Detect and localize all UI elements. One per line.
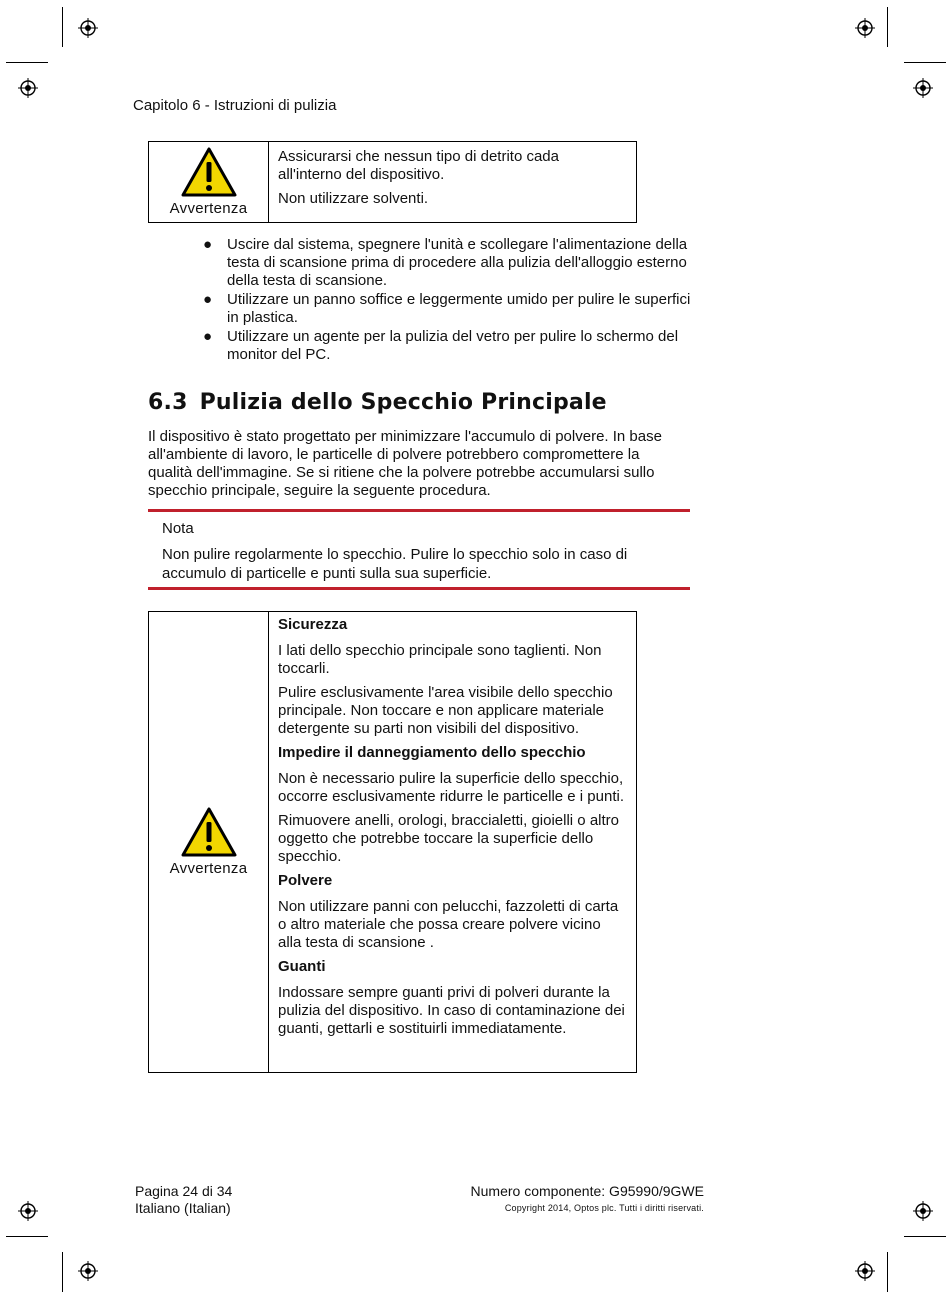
registration-mark-icon (78, 18, 98, 38)
warning-label: Avvertenza (169, 200, 248, 217)
warning-subheading: Impedire il danneggiamento dello specchio (278, 744, 586, 761)
list-item: ● Uscire dal sistema, spegnere l'unità e scollegare l'alimentazione della testa di scansione prima di procedere alla pulizia dell'alloggio esterno della testa di scansione. (203, 236, 688, 289)
copyright-notice: Copyright 2014, Optos plc. Tutti i diritti riservati. (504, 1203, 704, 1213)
page-number: Pagina 24 di 34 (135, 1183, 233, 1199)
warning-triangle-icon (180, 806, 238, 858)
warning-box-detriti (148, 141, 637, 223)
section-number: 6.3 (148, 390, 188, 415)
section-intro-paragraph: Il dispositivo è stato progettato per minimizzare l'accumulo di polvere. In base all'ambiente di lavoro, le particelle di polvere potrebbero compromettere la qualità dell'immagine. Se si ritiene che la polvere potrebbe accumularsi sullo specchio principale, seguire la seguente procedura. (148, 428, 662, 499)
registration-mark-icon (855, 18, 875, 38)
warning-box-specchio (148, 611, 637, 1073)
warning-triangle-icon (180, 146, 238, 198)
list-item-text: Utilizzare un panno soffice e leggermente umido per pulire le superfici in plastica. (227, 291, 691, 326)
footer-language: Italiano (Italian) (135, 1200, 231, 1216)
warning-icon-cell (149, 142, 269, 223)
section-heading (148, 390, 607, 415)
list-item: ● Utilizzare un panno soffice e leggermente umido per pulire le superfici in plastica. (203, 291, 691, 326)
warning-subheading: Sicurezza (278, 616, 348, 633)
note-bottom-rule (148, 587, 690, 590)
warning-subheading: Guanti (278, 958, 326, 975)
registration-mark-icon (913, 1201, 933, 1221)
registration-mark-icon (855, 1261, 875, 1281)
registration-mark-icon (18, 78, 38, 98)
registration-mark-icon (913, 78, 933, 98)
footer-right (440, 1183, 704, 1217)
note-text: Non pulire regolarmente lo specchio. Pulire lo specchio solo in caso di accumulo di particelle e punti sulla sua superficie. (162, 546, 628, 582)
list-item-text: Uscire dal sistema, spegnere l'unità e scollegare l'alimentazione della testa di scansione prima di procedere alla pulizia dell'alloggio esterno della testa di scansione. (227, 236, 688, 289)
warning-icon-cell (149, 612, 269, 1073)
warning-text: Non è necessario pulire la superficie dello specchio, occorre esclusivamente ridurre le particelle e i punti. (278, 770, 624, 805)
warning-text: Assicurarsi che nessun tipo di detrito cada all'interno del dispositivo. (278, 148, 559, 183)
registration-mark-icon (78, 1261, 98, 1281)
warning-text-cell (269, 142, 637, 223)
registration-mark-icon (18, 1201, 38, 1221)
note-top-rule (148, 509, 690, 512)
warning-text: Indossare sempre guanti privi di polveri durante la pulizia del dispositivo. In caso di contaminazione dei guanti, gettarli e sostituirli immediatamente. (278, 984, 625, 1037)
warning-text: I lati dello specchio principale sono taglienti. Non toccarli. (278, 642, 602, 677)
chapter-header: Capitolo 6 - Istruzioni di pulizia (133, 97, 337, 114)
footer-left (135, 1183, 232, 1217)
warning-text-cell (269, 612, 637, 1073)
section-title: Pulizia dello Specchio Principale (199, 390, 607, 415)
warning-text: Non utilizzare panni con pelucchi, fazzoletti di carta o altro materiale che possa creare polvere vicino alla testa di scansione . (278, 898, 619, 951)
warning-text: Non utilizzare solventi. (278, 190, 429, 207)
warning-subheading: Polvere (278, 872, 333, 889)
warning-text: Rimuovere anelli, orologi, braccialetti, gioielli o altro oggetto che potrebbe toccare la superficie dello specchio. (278, 812, 619, 865)
part-number: Numero componente: G95990/9GWE (470, 1183, 704, 1199)
warning-label: Avvertenza (169, 860, 248, 877)
list-item: ● Utilizzare un agente per la pulizia del vetro per pulire lo schermo del monitor del PC. (203, 328, 679, 363)
warning-text: Pulire esclusivamente l'area visibile dello specchio principale. Non toccare e non applicare materiale detergente su parti non visibili del dispositivo. (278, 684, 613, 737)
list-item-text: Utilizzare un agente per la pulizia del vetro per pulire lo schermo del monitor del PC. (227, 328, 679, 363)
note-title: Nota (162, 520, 194, 537)
cleaning-bullet-list (200, 236, 695, 365)
